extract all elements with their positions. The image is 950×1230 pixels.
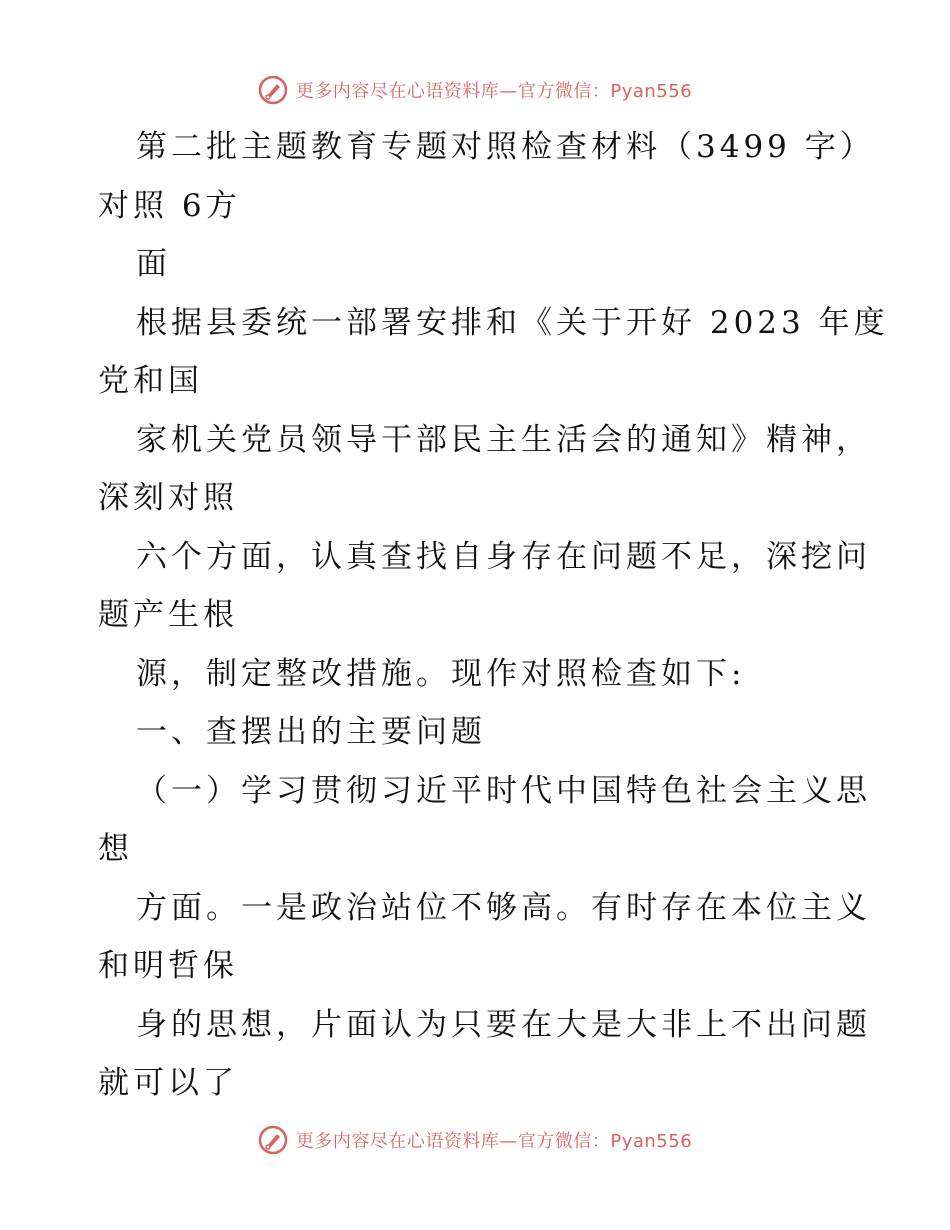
text-line: 根据县委统一部署安排和《关于开好 2023 年度 bbox=[136, 304, 889, 341]
text-line: 第二批主题教育专题对照检查材料（3499 字） bbox=[136, 129, 875, 165]
watermark-text: 更多内容尽在心语资料库—官方微信：Pyan556 bbox=[295, 1131, 693, 1152]
text-line: 深刻对照 bbox=[98, 480, 238, 516]
pen-logo-icon bbox=[258, 75, 288, 105]
text-line: 想 bbox=[98, 831, 133, 867]
text-line: 一、查摆出的主要问题 bbox=[136, 714, 486, 750]
pen-logo-icon bbox=[258, 1125, 288, 1155]
watermark-footer bbox=[0, 1120, 950, 1160]
text-line: 身的思想，片面认为只要在大是大非上不出问题 bbox=[136, 1006, 871, 1043]
text-line: 方面。一是政治站位不够高。有时存在本位主义 bbox=[136, 889, 871, 926]
text-line: 就可以了 bbox=[98, 1065, 238, 1101]
text-line: 家机关党员领导干部民主生活会的通知》精神， bbox=[136, 421, 871, 458]
watermark-header bbox=[0, 70, 950, 110]
text-line: 对照 6方 bbox=[98, 187, 241, 224]
text-line: （一）学习贯彻习近平时代中国特色社会主义思 bbox=[136, 772, 871, 809]
text-line: 源，制定整改措施。现作对照检查如下: bbox=[136, 655, 746, 692]
watermark-text: 更多内容尽在心语资料库—官方微信：Pyan556 bbox=[295, 81, 693, 102]
text-line: 六个方面，认真查找自身存在问题不足，深挖问 bbox=[136, 538, 871, 575]
text-line: 面 bbox=[136, 246, 171, 282]
text-line: 和明哲保 bbox=[98, 948, 238, 984]
document-body bbox=[98, 118, 889, 1113]
text-line: 题产生根 bbox=[98, 597, 238, 633]
text-line: 党和国 bbox=[98, 363, 203, 399]
